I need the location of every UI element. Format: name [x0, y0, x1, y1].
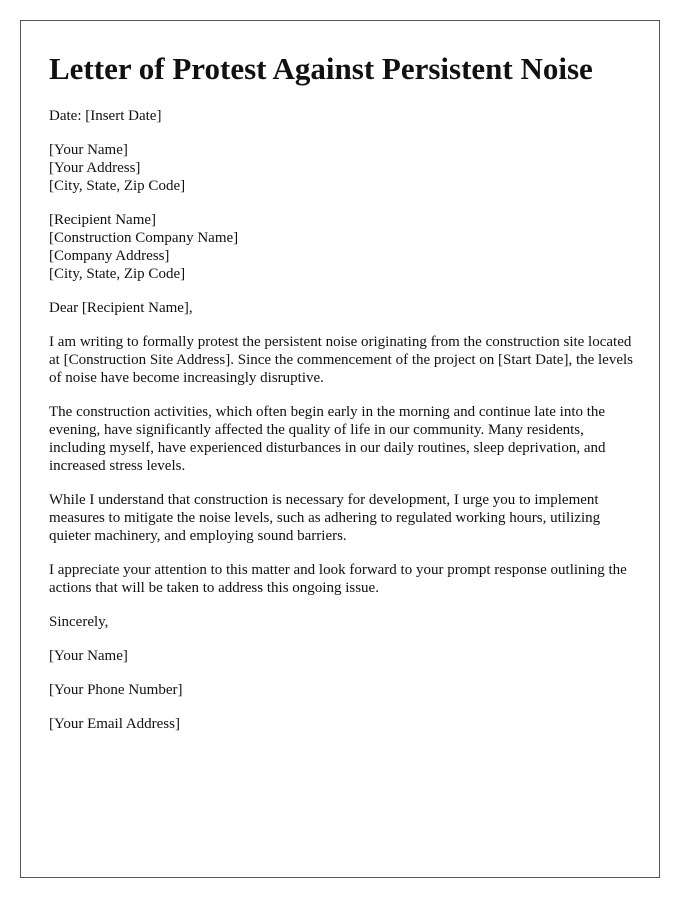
date-line: Date: [Insert Date]: [49, 108, 162, 124]
signature-phone: [Your Phone Number]: [49, 682, 183, 698]
sender-city-state-zip: [City, State, Zip Code]: [49, 178, 186, 194]
body-paragraph-4: I appreciate your attention to this matter and look forward to your prompt response outlining the actions that will be taken to address this ongoing issue.: [49, 562, 627, 596]
closing: Sincerely,: [49, 614, 109, 630]
signature-email: [Your Email Address]: [49, 716, 180, 732]
recipient-company: [Construction Company Name]: [49, 230, 239, 246]
salutation: Dear [Recipient Name],: [49, 300, 193, 316]
letter-page: [20, 20, 660, 878]
letter-title: Letter of Protest Against Persistent Noise: [49, 51, 593, 86]
letter-content: [49, 51, 639, 749]
recipient-name: [Recipient Name]: [49, 212, 157, 228]
signature-name: [Your Name]: [49, 648, 128, 664]
recipient-address: [Company Address]: [49, 248, 170, 264]
recipient-city-state-zip: [City, State, Zip Code]: [49, 266, 186, 282]
body-paragraph-3: While I understand that construction is necessary for development, I urge you to implement measures to mitigate the noise levels, such as adhering to regulated working hours, utilizing quieter machinery, and employing sound barriers.: [49, 492, 601, 544]
sender-name: [Your Name]: [49, 142, 128, 158]
body-paragraph-2: The construction activities, which often begin early in the morning and continue late into the evening, have significantly affected the quality of life in our community. Many residents, including myself, have experienced disturbances in our daily routines, sleep deprivation, and increased stress levels.: [49, 404, 606, 474]
sender-block: [49, 141, 639, 195]
sender-address: [Your Address]: [49, 160, 141, 176]
recipient-block: [49, 211, 639, 283]
body-paragraph-1: I am writing to formally protest the persistent noise originating from the construction site located at [Construction Site Address]. Since the commencement of the project on [Start Date], the levels of noise have become increasingly disruptive.: [49, 334, 634, 386]
